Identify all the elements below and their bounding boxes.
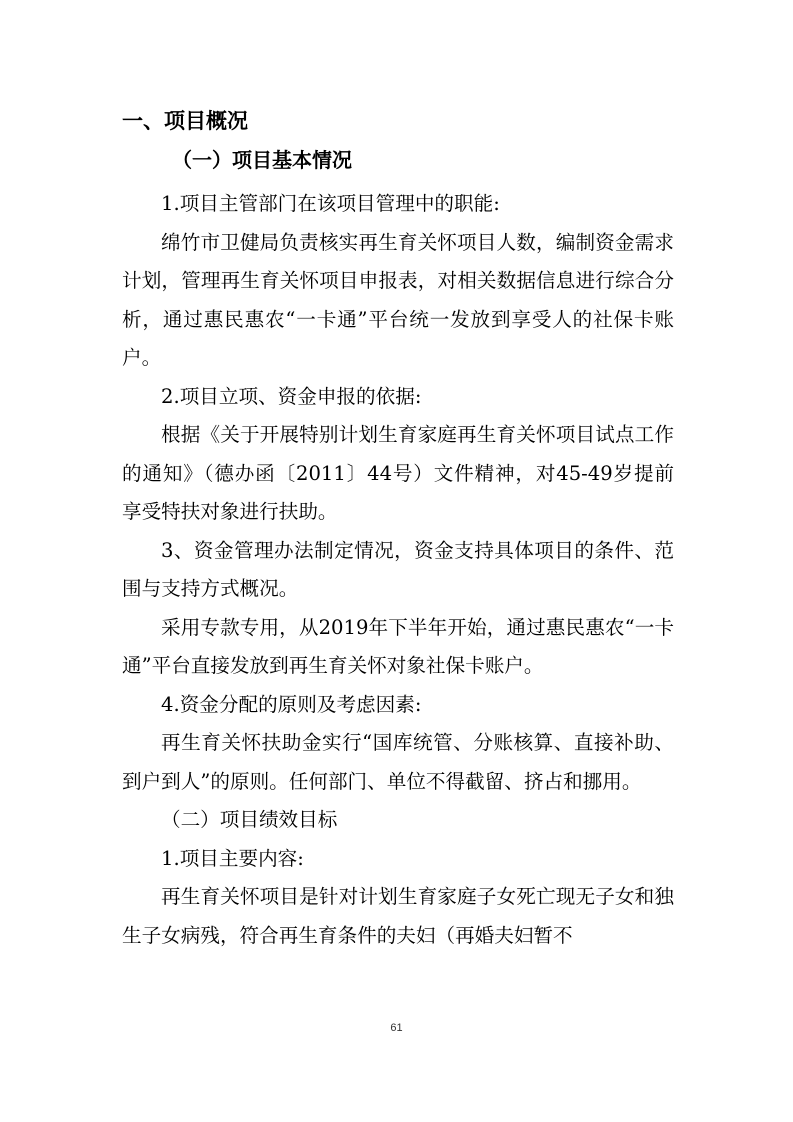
body-text <box>122 185 674 955</box>
paragraph-basis: 根据《关于开展特别计划生育家庭再生育关怀项目试点工作的通知》（德办函〔2011〕44号）文件精神，对45-49岁提前享受特扶对象进行扶助。 <box>122 423 674 523</box>
subsection-heading: （一）项目基本情况 <box>172 148 352 172</box>
section-heading: 一、项目概况 <box>122 109 248 133</box>
paragraph-content: 再生育关怀项目是针对计划生育家庭子女死亡现无子女和独生子女病残，符合再生育条件的夫妇（再婚夫妇暂不 <box>122 885 674 947</box>
paragraph-item-3: 3、资金管理办法制定情况，资金支持具体项目的条件、范围与支持方式概况。 <box>122 538 674 600</box>
paragraph-item-1b: 1.项目主要内容: <box>161 846 304 870</box>
paragraph-functions: 绵竹市卫健局负责核实再生育关怀项目人数，编制资金需求计划，管理再生育关怀项目申报表，对相关数据信息进行综合分析，通过惠民惠农“一卡通”平台统一发放到享受人的社保卡账户。 <box>122 230 674 369</box>
paragraph-principle: 再生育关怀扶助金实行“国库统管、分账核算、直接补助、到户到人”的原则。任何部门、单位不得截留、挤占和挪用。 <box>122 731 674 793</box>
paragraph-item-1: 1.项目主管部门在该项目管理中的职能: <box>161 192 500 215</box>
paragraph-item-4: 4.资金分配的原则及考虑因素: <box>161 692 422 716</box>
paragraph-item-2: 2.项目立项、资金申报的依据: <box>161 384 422 408</box>
page-number: 61 <box>390 1022 403 1034</box>
subsection-heading-2: （二）项目绩效目标 <box>161 808 338 831</box>
paragraph-method: 采用专款专用，从2019年下半年开始，通过惠民惠农“一卡通”平台直接发放到再生育关怀对象社保卡账户。 <box>122 615 674 677</box>
